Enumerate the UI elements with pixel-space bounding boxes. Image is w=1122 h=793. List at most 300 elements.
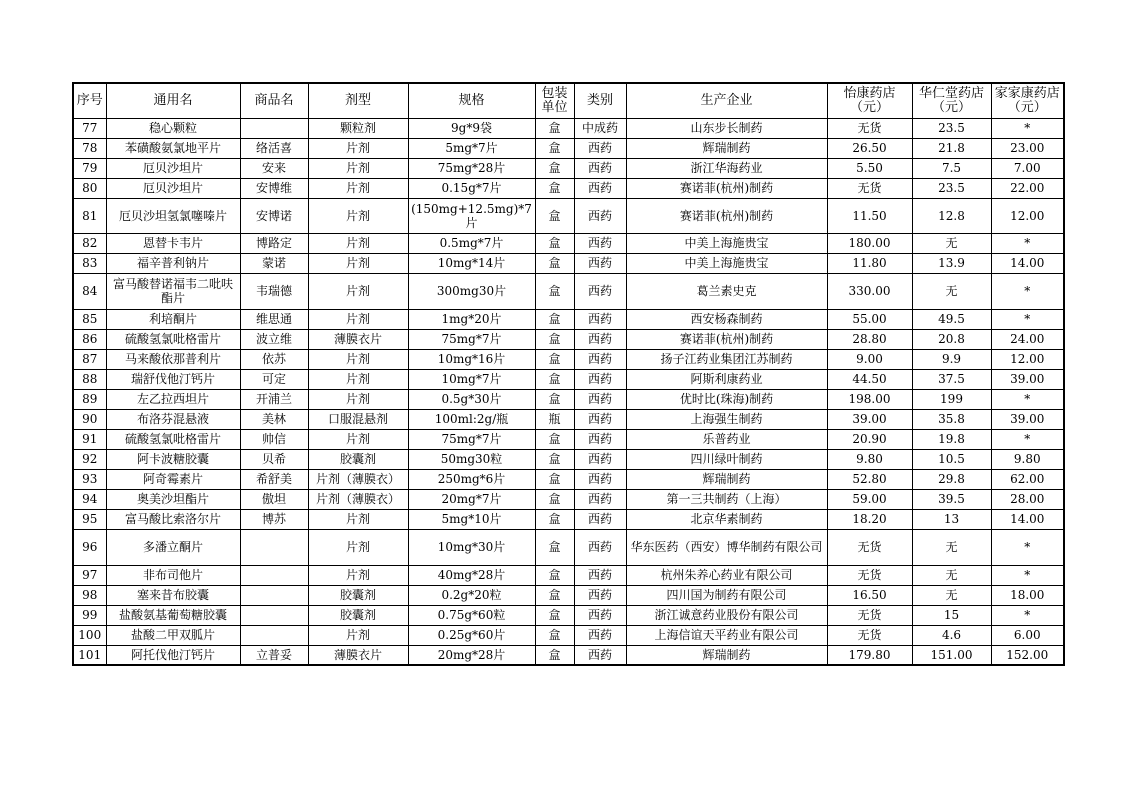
cell-spec: 75mg*28片 (408, 158, 535, 178)
cell-dosage-form: 薄膜衣片 (308, 329, 408, 349)
cell-spec: 5mg*7片 (408, 138, 535, 158)
cell-generic-name: 多潘立酮片 (106, 529, 240, 565)
cell-price-jiajiakang: 9.80 (991, 449, 1064, 469)
cell-manufacturer: 华东医药（西安）博华制药有限公司 (626, 529, 827, 565)
cell-category: 西药 (574, 605, 626, 625)
cell-price-yikang: 无货 (827, 178, 912, 198)
cell-seq: 93 (73, 469, 106, 489)
cell-manufacturer: 山东步长制药 (626, 118, 827, 138)
table-row (73, 233, 1064, 253)
cell-price-yikang: 9.80 (827, 449, 912, 469)
cell-dosage-form: 薄膜衣片 (308, 645, 408, 665)
cell-generic-name: 奥美沙坦酯片 (106, 489, 240, 509)
cell-price-huarentang: 23.5 (912, 178, 991, 198)
cell-generic-name: 利培酮片 (106, 309, 240, 329)
cell-seq: 78 (73, 138, 106, 158)
cell-dosage-form: 片剂 (308, 509, 408, 529)
cell-manufacturer: 葛兰素史克 (626, 273, 827, 309)
cell-spec: 20mg*7片 (408, 489, 535, 509)
cell-price-jiajiakang: 14.00 (991, 509, 1064, 529)
cell-seq: 95 (73, 509, 106, 529)
cell-package-unit: 盒 (535, 389, 574, 409)
cell-spec: 300mg30片 (408, 273, 535, 309)
cell-price-huarentang: 49.5 (912, 309, 991, 329)
cell-category: 西药 (574, 329, 626, 349)
cell-manufacturer: 赛诺菲(杭州)制药 (626, 178, 827, 198)
cell-price-jiajiakang: * (991, 429, 1064, 449)
cell-seq: 79 (73, 158, 106, 178)
cell-price-yikang: 无货 (827, 605, 912, 625)
cell-price-huarentang: 13 (912, 509, 991, 529)
cell-spec: 50mg30粒 (408, 449, 535, 469)
cell-category: 西药 (574, 409, 626, 429)
cell-price-huarentang: 23.5 (912, 118, 991, 138)
cell-price-huarentang: 21.8 (912, 138, 991, 158)
cell-seq: 101 (73, 645, 106, 665)
table-row (73, 429, 1064, 449)
cell-manufacturer: 乐普药业 (626, 429, 827, 449)
cell-price-yikang: 26.50 (827, 138, 912, 158)
cell-seq: 82 (73, 233, 106, 253)
cell-spec: 75mg*7片 (408, 429, 535, 449)
table-row (73, 198, 1064, 233)
table-row (73, 273, 1064, 309)
cell-price-yikang: 330.00 (827, 273, 912, 309)
cell-category: 西药 (574, 253, 626, 273)
cell-manufacturer: 赛诺菲(杭州)制药 (626, 329, 827, 349)
cell-price-jiajiakang: 12.00 (991, 198, 1064, 233)
cell-package-unit: 盒 (535, 565, 574, 585)
cell-price-huarentang: 37.5 (912, 369, 991, 389)
cell-price-jiajiakang: * (991, 529, 1064, 565)
cell-seq: 96 (73, 529, 106, 565)
cell-dosage-form: 片剂 (308, 369, 408, 389)
cell-package-unit: 盒 (535, 509, 574, 529)
cell-manufacturer: 浙江华海药业 (626, 158, 827, 178)
header-package-unit: 包装 单位 (535, 83, 574, 118)
header-price-huarentang: 华仁堂药店 （元） (912, 83, 991, 118)
cell-spec: 100ml:2g/瓶 (408, 409, 535, 429)
cell-brand-name: 帅信 (240, 429, 308, 449)
cell-dosage-form: 颗粒剂 (308, 118, 408, 138)
cell-manufacturer: 浙江诚意药业股份有限公司 (626, 605, 827, 625)
cell-price-yikang: 52.80 (827, 469, 912, 489)
cell-dosage-form: 片剂 (308, 138, 408, 158)
cell-package-unit: 盒 (535, 138, 574, 158)
cell-generic-name: 厄贝沙坦片 (106, 158, 240, 178)
cell-generic-name: 硫酸氢氯吡格雷片 (106, 329, 240, 349)
table-row (73, 605, 1064, 625)
cell-seq: 80 (73, 178, 106, 198)
table-row (73, 489, 1064, 509)
cell-manufacturer: 上海信谊天平药业有限公司 (626, 625, 827, 645)
cell-price-huarentang: 无 (912, 273, 991, 309)
cell-package-unit: 盒 (535, 349, 574, 369)
cell-dosage-form: 片剂 (308, 198, 408, 233)
cell-manufacturer: 赛诺菲(杭州)制药 (626, 198, 827, 233)
cell-category: 西药 (574, 138, 626, 158)
cell-brand-name: 希舒美 (240, 469, 308, 489)
cell-seq: 81 (73, 198, 106, 233)
cell-seq: 85 (73, 309, 106, 329)
cell-spec: 20mg*28片 (408, 645, 535, 665)
header-row (73, 83, 1064, 118)
cell-dosage-form: 片剂 (308, 158, 408, 178)
table-row (73, 138, 1064, 158)
cell-price-yikang: 18.20 (827, 509, 912, 529)
cell-generic-name: 瑞舒伐他汀钙片 (106, 369, 240, 389)
cell-generic-name: 硫酸氢氯吡格雷片 (106, 429, 240, 449)
table-row (73, 469, 1064, 489)
table-row (73, 529, 1064, 565)
cell-generic-name: 阿卡波糖胶囊 (106, 449, 240, 469)
cell-price-huarentang: 13.9 (912, 253, 991, 273)
cell-spec: 10mg*30片 (408, 529, 535, 565)
cell-dosage-form: 片剂 (308, 529, 408, 565)
cell-package-unit: 盒 (535, 233, 574, 253)
table-body (73, 118, 1064, 665)
cell-price-yikang: 无货 (827, 529, 912, 565)
cell-seq: 100 (73, 625, 106, 645)
header-brand-name: 商品名 (240, 83, 308, 118)
cell-seq: 83 (73, 253, 106, 273)
cell-price-yikang: 11.50 (827, 198, 912, 233)
cell-manufacturer: 辉瑞制药 (626, 138, 827, 158)
table-row (73, 118, 1064, 138)
cell-category: 西药 (574, 509, 626, 529)
cell-category: 西药 (574, 489, 626, 509)
cell-price-yikang: 198.00 (827, 389, 912, 409)
table-row (73, 625, 1064, 645)
cell-price-huarentang: 无 (912, 529, 991, 565)
cell-price-yikang: 11.80 (827, 253, 912, 273)
cell-brand-name: 安博诺 (240, 198, 308, 233)
cell-manufacturer: 北京华素制药 (626, 509, 827, 529)
cell-price-jiajiakang: 14.00 (991, 253, 1064, 273)
cell-price-huarentang: 15 (912, 605, 991, 625)
cell-generic-name: 苯磺酸氨氯地平片 (106, 138, 240, 158)
cell-price-jiajiakang: 18.00 (991, 585, 1064, 605)
cell-generic-name: 厄贝沙坦片 (106, 178, 240, 198)
cell-manufacturer: 杭州朱养心药业有限公司 (626, 565, 827, 585)
cell-package-unit: 盒 (535, 489, 574, 509)
cell-price-huarentang: 9.9 (912, 349, 991, 369)
cell-price-huarentang: 151.00 (912, 645, 991, 665)
cell-category: 西药 (574, 585, 626, 605)
header-price-jiajiakang: 家家康药店 （元） (991, 83, 1064, 118)
cell-dosage-form: 口服混悬剂 (308, 409, 408, 429)
cell-generic-name: 左乙拉西坦片 (106, 389, 240, 409)
cell-category: 西药 (574, 429, 626, 449)
cell-spec: 250mg*6片 (408, 469, 535, 489)
cell-dosage-form: 片剂 (308, 565, 408, 585)
cell-price-jiajiakang: 7.00 (991, 158, 1064, 178)
cell-manufacturer: 辉瑞制药 (626, 645, 827, 665)
table-row (73, 509, 1064, 529)
cell-category: 西药 (574, 198, 626, 233)
cell-price-yikang: 无货 (827, 625, 912, 645)
cell-seq: 90 (73, 409, 106, 429)
cell-price-yikang: 16.50 (827, 585, 912, 605)
cell-brand-name: 立普妥 (240, 645, 308, 665)
cell-manufacturer: 优时比(珠海)制药 (626, 389, 827, 409)
cell-brand-name: 络活喜 (240, 138, 308, 158)
cell-seq: 97 (73, 565, 106, 585)
cell-brand-name (240, 605, 308, 625)
cell-price-jiajiakang: 6.00 (991, 625, 1064, 645)
cell-dosage-form: 片剂 (308, 253, 408, 273)
cell-price-jiajiakang: 22.00 (991, 178, 1064, 198)
cell-price-huarentang: 35.8 (912, 409, 991, 429)
cell-brand-name: 可定 (240, 369, 308, 389)
table-row (73, 349, 1064, 369)
cell-generic-name: 马来酸依那普利片 (106, 349, 240, 369)
cell-price-jiajiakang: * (991, 389, 1064, 409)
cell-category: 中成药 (574, 118, 626, 138)
cell-package-unit: 盒 (535, 605, 574, 625)
cell-price-huarentang: 39.5 (912, 489, 991, 509)
cell-price-jiajiakang: * (991, 273, 1064, 309)
cell-generic-name: 稳心颗粒 (106, 118, 240, 138)
cell-seq: 77 (73, 118, 106, 138)
cell-spec: 0.5mg*7片 (408, 233, 535, 253)
cell-price-huarentang: 199 (912, 389, 991, 409)
cell-brand-name: 博苏 (240, 509, 308, 529)
cell-price-jiajiakang: 23.00 (991, 138, 1064, 158)
cell-package-unit: 盒 (535, 369, 574, 389)
cell-seq: 94 (73, 489, 106, 509)
cell-price-yikang: 28.80 (827, 329, 912, 349)
cell-category: 西药 (574, 449, 626, 469)
cell-spec: 1mg*20片 (408, 309, 535, 329)
table-row (73, 158, 1064, 178)
cell-brand-name: 美林 (240, 409, 308, 429)
cell-spec: 9g*9袋 (408, 118, 535, 138)
cell-dosage-form: 片剂 (308, 625, 408, 645)
cell-package-unit: 盒 (535, 158, 574, 178)
cell-brand-name (240, 118, 308, 138)
cell-dosage-form: 胶囊剂 (308, 605, 408, 625)
cell-price-jiajiakang: 39.00 (991, 369, 1064, 389)
header-seq: 序号 (73, 83, 106, 118)
cell-brand-name: 依苏 (240, 349, 308, 369)
cell-dosage-form: 片剂 (308, 429, 408, 449)
cell-price-yikang: 9.00 (827, 349, 912, 369)
cell-brand-name: 博路定 (240, 233, 308, 253)
cell-dosage-form: 片剂 (308, 349, 408, 369)
cell-seq: 84 (73, 273, 106, 309)
cell-category: 西药 (574, 529, 626, 565)
cell-dosage-form: 片剂 (308, 389, 408, 409)
cell-price-jiajiakang: 12.00 (991, 349, 1064, 369)
cell-price-huarentang: 19.8 (912, 429, 991, 449)
table-row (73, 178, 1064, 198)
cell-generic-name: 富马酸比索洛尔片 (106, 509, 240, 529)
cell-dosage-form: 片剂 (308, 178, 408, 198)
cell-brand-name: 安来 (240, 158, 308, 178)
cell-category: 西药 (574, 349, 626, 369)
cell-spec: 10mg*7片 (408, 369, 535, 389)
cell-brand-name: 贝希 (240, 449, 308, 469)
cell-seq: 98 (73, 585, 106, 605)
header-dosage-form: 剂型 (308, 83, 408, 118)
cell-category: 西药 (574, 158, 626, 178)
cell-generic-name: 盐酸氨基葡萄糖胶囊 (106, 605, 240, 625)
cell-brand-name: 蒙诺 (240, 253, 308, 273)
cell-spec: 10mg*16片 (408, 349, 535, 369)
cell-generic-name: 阿奇霉素片 (106, 469, 240, 489)
cell-price-huarentang: 12.8 (912, 198, 991, 233)
cell-package-unit: 盒 (535, 469, 574, 489)
cell-price-yikang: 39.00 (827, 409, 912, 429)
table-row (73, 389, 1064, 409)
table-row (73, 253, 1064, 273)
cell-price-huarentang: 无 (912, 233, 991, 253)
table-row (73, 369, 1064, 389)
cell-spec: 0.75g*60粒 (408, 605, 535, 625)
cell-price-jiajiakang: * (991, 565, 1064, 585)
cell-price-huarentang: 10.5 (912, 449, 991, 469)
cell-price-yikang: 55.00 (827, 309, 912, 329)
cell-generic-name: 布洛芬混悬液 (106, 409, 240, 429)
cell-package-unit: 盒 (535, 329, 574, 349)
cell-price-yikang: 179.80 (827, 645, 912, 665)
cell-dosage-form: 片剂 (308, 309, 408, 329)
cell-generic-name: 非布司他片 (106, 565, 240, 585)
cell-package-unit: 盒 (535, 429, 574, 449)
cell-spec: 40mg*28片 (408, 565, 535, 585)
table-row (73, 329, 1064, 349)
cell-package-unit: 盒 (535, 449, 574, 469)
cell-generic-name: 厄贝沙坦氢氯噻嗪片 (106, 198, 240, 233)
cell-spec: 0.2g*20粒 (408, 585, 535, 605)
cell-dosage-form: 片剂（薄膜衣） (308, 489, 408, 509)
cell-price-yikang: 20.90 (827, 429, 912, 449)
cell-price-jiajiakang: * (991, 309, 1064, 329)
cell-price-huarentang: 7.5 (912, 158, 991, 178)
cell-category: 西药 (574, 233, 626, 253)
cell-seq: 92 (73, 449, 106, 469)
cell-package-unit: 盒 (535, 273, 574, 309)
table-row (73, 565, 1064, 585)
cell-generic-name: 恩替卡韦片 (106, 233, 240, 253)
table-row (73, 645, 1064, 665)
cell-manufacturer: 西安杨森制药 (626, 309, 827, 329)
cell-dosage-form: 片剂 (308, 233, 408, 253)
cell-price-jiajiakang: 24.00 (991, 329, 1064, 349)
cell-spec: 0.5g*30片 (408, 389, 535, 409)
cell-brand-name (240, 565, 308, 585)
table-row (73, 449, 1064, 469)
cell-spec: (150mg+12.5mg)*7片 (408, 198, 535, 233)
cell-brand-name (240, 585, 308, 605)
cell-manufacturer: 上海强生制药 (626, 409, 827, 429)
cell-price-huarentang: 29.8 (912, 469, 991, 489)
table-row (73, 309, 1064, 329)
cell-category: 西药 (574, 469, 626, 489)
cell-package-unit: 盒 (535, 118, 574, 138)
cell-category: 西药 (574, 625, 626, 645)
cell-price-jiajiakang: * (991, 605, 1064, 625)
cell-price-jiajiakang: * (991, 233, 1064, 253)
cell-spec: 10mg*14片 (408, 253, 535, 273)
cell-price-huarentang: 无 (912, 585, 991, 605)
cell-category: 西药 (574, 273, 626, 309)
cell-generic-name: 塞来昔布胶囊 (106, 585, 240, 605)
cell-price-yikang: 59.00 (827, 489, 912, 509)
cell-category: 西药 (574, 565, 626, 585)
cell-manufacturer: 扬子江药业集团江苏制药 (626, 349, 827, 369)
cell-package-unit: 瓶 (535, 409, 574, 429)
cell-dosage-form: 胶囊剂 (308, 585, 408, 605)
cell-brand-name: 波立维 (240, 329, 308, 349)
cell-price-yikang: 5.50 (827, 158, 912, 178)
cell-spec: 5mg*10片 (408, 509, 535, 529)
cell-dosage-form: 片剂 (308, 273, 408, 309)
drug-price-table (72, 82, 1065, 666)
cell-price-jiajiakang: 28.00 (991, 489, 1064, 509)
cell-package-unit: 盒 (535, 585, 574, 605)
header-manufacturer: 生产企业 (626, 83, 827, 118)
cell-brand-name: 傲坦 (240, 489, 308, 509)
cell-package-unit: 盒 (535, 625, 574, 645)
cell-price-jiajiakang: 152.00 (991, 645, 1064, 665)
cell-category: 西药 (574, 178, 626, 198)
cell-manufacturer: 中美上海施贵宝 (626, 253, 827, 273)
cell-spec: 0.25g*60片 (408, 625, 535, 645)
cell-dosage-form: 胶囊剂 (308, 449, 408, 469)
cell-price-yikang: 无货 (827, 118, 912, 138)
cell-price-huarentang: 无 (912, 565, 991, 585)
cell-package-unit: 盒 (535, 253, 574, 273)
cell-seq: 91 (73, 429, 106, 449)
cell-manufacturer: 辉瑞制药 (626, 469, 827, 489)
cell-brand-name: 开浦兰 (240, 389, 308, 409)
cell-price-huarentang: 20.8 (912, 329, 991, 349)
cell-generic-name: 福辛普利钠片 (106, 253, 240, 273)
cell-brand-name: 安博维 (240, 178, 308, 198)
table-row (73, 409, 1064, 429)
cell-package-unit: 盒 (535, 309, 574, 329)
cell-brand-name (240, 625, 308, 645)
cell-seq: 99 (73, 605, 106, 625)
cell-seq: 88 (73, 369, 106, 389)
cell-seq: 86 (73, 329, 106, 349)
cell-generic-name: 盐酸二甲双胍片 (106, 625, 240, 645)
cell-price-jiajiakang: 62.00 (991, 469, 1064, 489)
cell-package-unit: 盒 (535, 645, 574, 665)
cell-spec: 0.15g*7片 (408, 178, 535, 198)
cell-manufacturer: 阿斯利康药业 (626, 369, 827, 389)
cell-category: 西药 (574, 309, 626, 329)
header-price-yikang: 怡康药店 （元） (827, 83, 912, 118)
cell-category: 西药 (574, 645, 626, 665)
cell-generic-name: 富马酸替诺福韦二吡呋酯片 (106, 273, 240, 309)
cell-package-unit: 盒 (535, 529, 574, 565)
cell-package-unit: 盒 (535, 198, 574, 233)
cell-dosage-form: 片剂（薄膜衣） (308, 469, 408, 489)
header-category: 类别 (574, 83, 626, 118)
cell-package-unit: 盒 (535, 178, 574, 198)
cell-brand-name: 韦瑞德 (240, 273, 308, 309)
cell-price-jiajiakang: 39.00 (991, 409, 1064, 429)
cell-manufacturer: 第一三共制药（上海） (626, 489, 827, 509)
cell-category: 西药 (574, 369, 626, 389)
header-spec: 规格 (408, 83, 535, 118)
cell-seq: 87 (73, 349, 106, 369)
cell-price-yikang: 44.50 (827, 369, 912, 389)
cell-generic-name: 阿托伐他汀钙片 (106, 645, 240, 665)
